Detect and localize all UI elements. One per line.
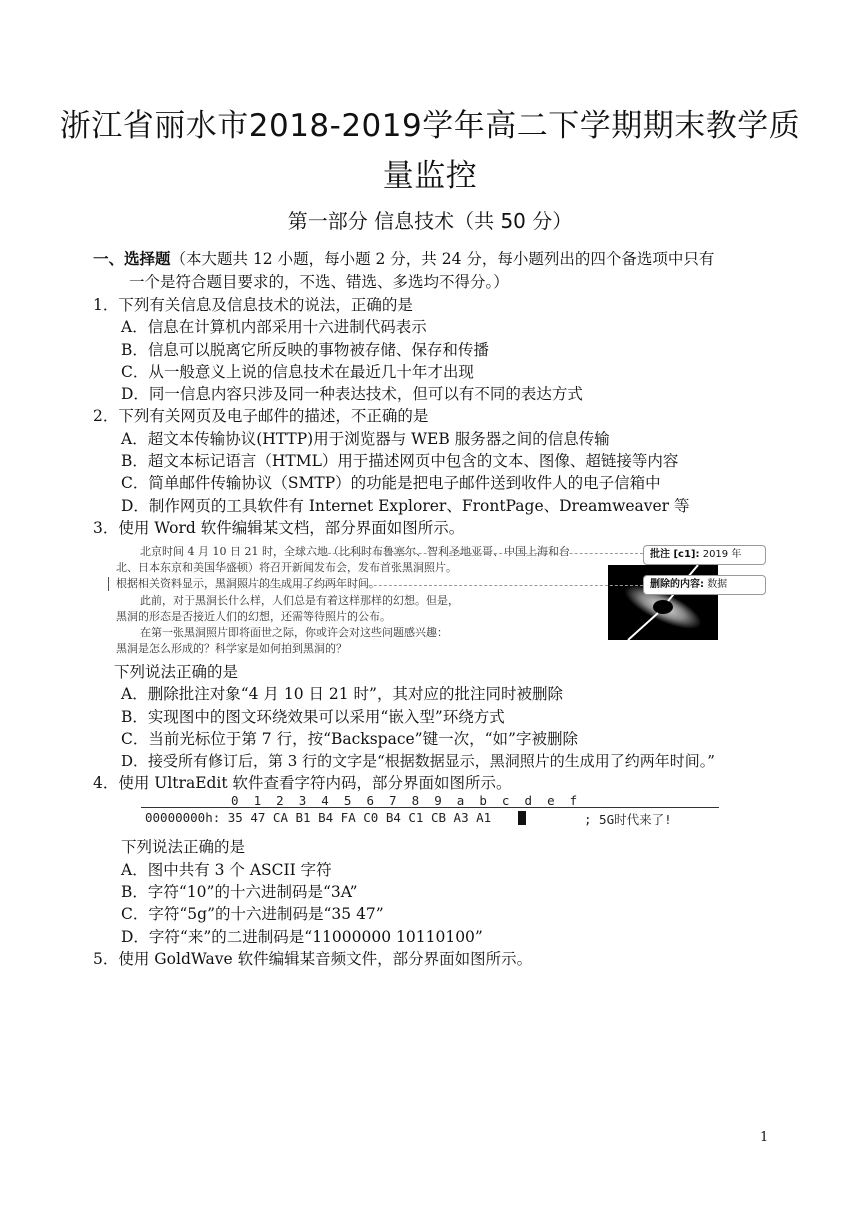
question-2-option-a: A．超文本传输协议(HTTP)用于浏览器与 WEB 服务器之间的信息传输: [121, 430, 610, 448]
word-line-7: 黑洞是怎么形成的？科学家是如何拍到黑洞的？: [116, 642, 347, 655]
document-title-line1: 浙江省丽水市2018-2019学年高二下学期期末教学质: [59, 108, 801, 144]
question-1-option-b: B．信息可以脱离它所反映的事物被存储、保存和传播: [121, 341, 489, 359]
question-3-stem: 3．使用 Word 软件编辑某文档，部分界面如图所示。: [93, 519, 465, 537]
deletion-balloon[interactable]: [643, 575, 766, 595]
section-heading: 一、选择题: [93, 249, 171, 268]
comment-connector: [308, 553, 643, 554]
question-2-option-b: B．超文本标记语言（HTML）用于描述网页中包含的文本、图像、超链接等内容: [121, 452, 679, 470]
question-3-option-c: C．当前光标位于第 7 行，按“Backspace”键一次，“如”字被删除: [121, 730, 578, 748]
word-line-3: 根据相关资料显示，黑洞照片的生成用了约两年时间。: [116, 577, 380, 590]
comment-value: 2019 年: [702, 549, 742, 560]
ue-hex-row: 00000000h: 35 47 CA B1 B4 FA C0 B4 C1 CB A3 A1: [145, 810, 492, 825]
section-intro-line1: [93, 249, 714, 269]
question-4-stem: 4．使用 UltraEdit 软件查看字符内码，部分界面如图所示。: [93, 774, 512, 792]
question-4-option-a: A．图中共有 3 个 ASCII 字符: [121, 861, 332, 879]
question-4-option-b: B．字符“10”的十六进制码是“3A”: [121, 883, 358, 901]
ue-text-column: ; 5G时代来了!: [584, 812, 672, 827]
question-1-stem: 1．下列有关信息及信息技术的说法，正确的是: [93, 296, 413, 314]
deletion-value: 数据: [707, 579, 728, 590]
ue-cursor: [518, 811, 526, 825]
ultraedit-screenshot-figure: [141, 793, 719, 825]
comment-balloon[interactable]: [643, 545, 766, 565]
question-3-option-b: B．实现图中的图文环绕效果可以采用“嵌入型”环绕方式: [121, 708, 505, 726]
question-3-option-a: A．删除批注对象“4 月 10 日 21 时”，其对应的批注同时被删除: [121, 685, 563, 703]
section-intro-line2: 一个是符合题目要求的，不选、错选、多选均不得分。）: [129, 273, 509, 291]
revision-bar: [108, 577, 109, 591]
question-5-stem: 5．使用 GoldWave 软件编辑某音频文件，部分界面如图所示。: [93, 950, 533, 968]
question-2-option-c: C．简单邮件传输协议（SMTP）的功能是把电子邮件送到收件人的电子信箱中: [121, 474, 661, 492]
question-3-sub: 下列说法正确的是: [114, 663, 239, 681]
word-screenshot-figure: [108, 540, 763, 660]
word-line-2: 北、日本东京和美国华盛顿）将召开新闻发布会，发布首张黑洞照片。: [116, 561, 457, 574]
question-3-option-d: D．接受所有修订后，第 3 行的文字是“根据数据显示，黑洞照片的生成用了约两年时间。”: [121, 752, 715, 770]
question-4-option-d: D．字符“来”的二进制码是“11000000 10110100”: [121, 928, 483, 946]
question-1-option-a: A．信息在计算机内部采用十六进制代码表示: [121, 318, 427, 336]
question-4-option-c: C．字符“5g”的十六进制码是“35 47”: [121, 905, 384, 923]
question-2-option-d: D．制作网页的工具软件有 Internet Explorer、FrontPage、Dreamweaver 等: [121, 497, 690, 515]
section-intro-text: （本大题共 12 小题，每小题 2 分，共 24 分，每小题列出的四个备选项中只有: [170, 250, 715, 268]
question-1-option-d: D．同一信息内容只涉及同一种表达技术，但可以有不同的表达方式: [121, 385, 583, 403]
question-4-sub: 下列说法正确的是: [121, 838, 246, 856]
ue-header-rule: [141, 807, 719, 808]
word-line-5: 黑洞的形态是否接近人们的幻想，还需等待照片的公布。: [116, 610, 391, 623]
ue-column-header: 0 1 2 3 4 5 6 7 8 9 a b c d e f: [231, 793, 578, 808]
deletion-connector: [228, 585, 643, 586]
comment-label: 批注 [c1]:: [650, 549, 700, 560]
page-number: 1: [760, 1130, 769, 1145]
document-subtitle: 第一部分 信息技术（共 50 分）: [287, 209, 573, 233]
document-title-line2: 量监控: [382, 158, 478, 194]
question-2-stem: 2．下列有关网页及电子邮件的描述，不正确的是: [93, 407, 429, 425]
word-line-4: 此前，对于黑洞长什么样，人们总是有着这样那样的幻想。但是，: [140, 594, 459, 607]
word-line-6: 在第一张黑洞照片即将面世之际，你或许会对这些问题感兴趣：: [140, 626, 448, 639]
word-line-1: 北京时间 4 月 10 日 21 时，全球六地（比利时布鲁塞尔、智利圣地亚哥、中国上海和台: [140, 545, 570, 558]
question-1-option-c: C．从一般意义上说的信息技术在最近几十年才出现: [121, 363, 474, 381]
deletion-label: 删除的内容:: [650, 579, 704, 590]
